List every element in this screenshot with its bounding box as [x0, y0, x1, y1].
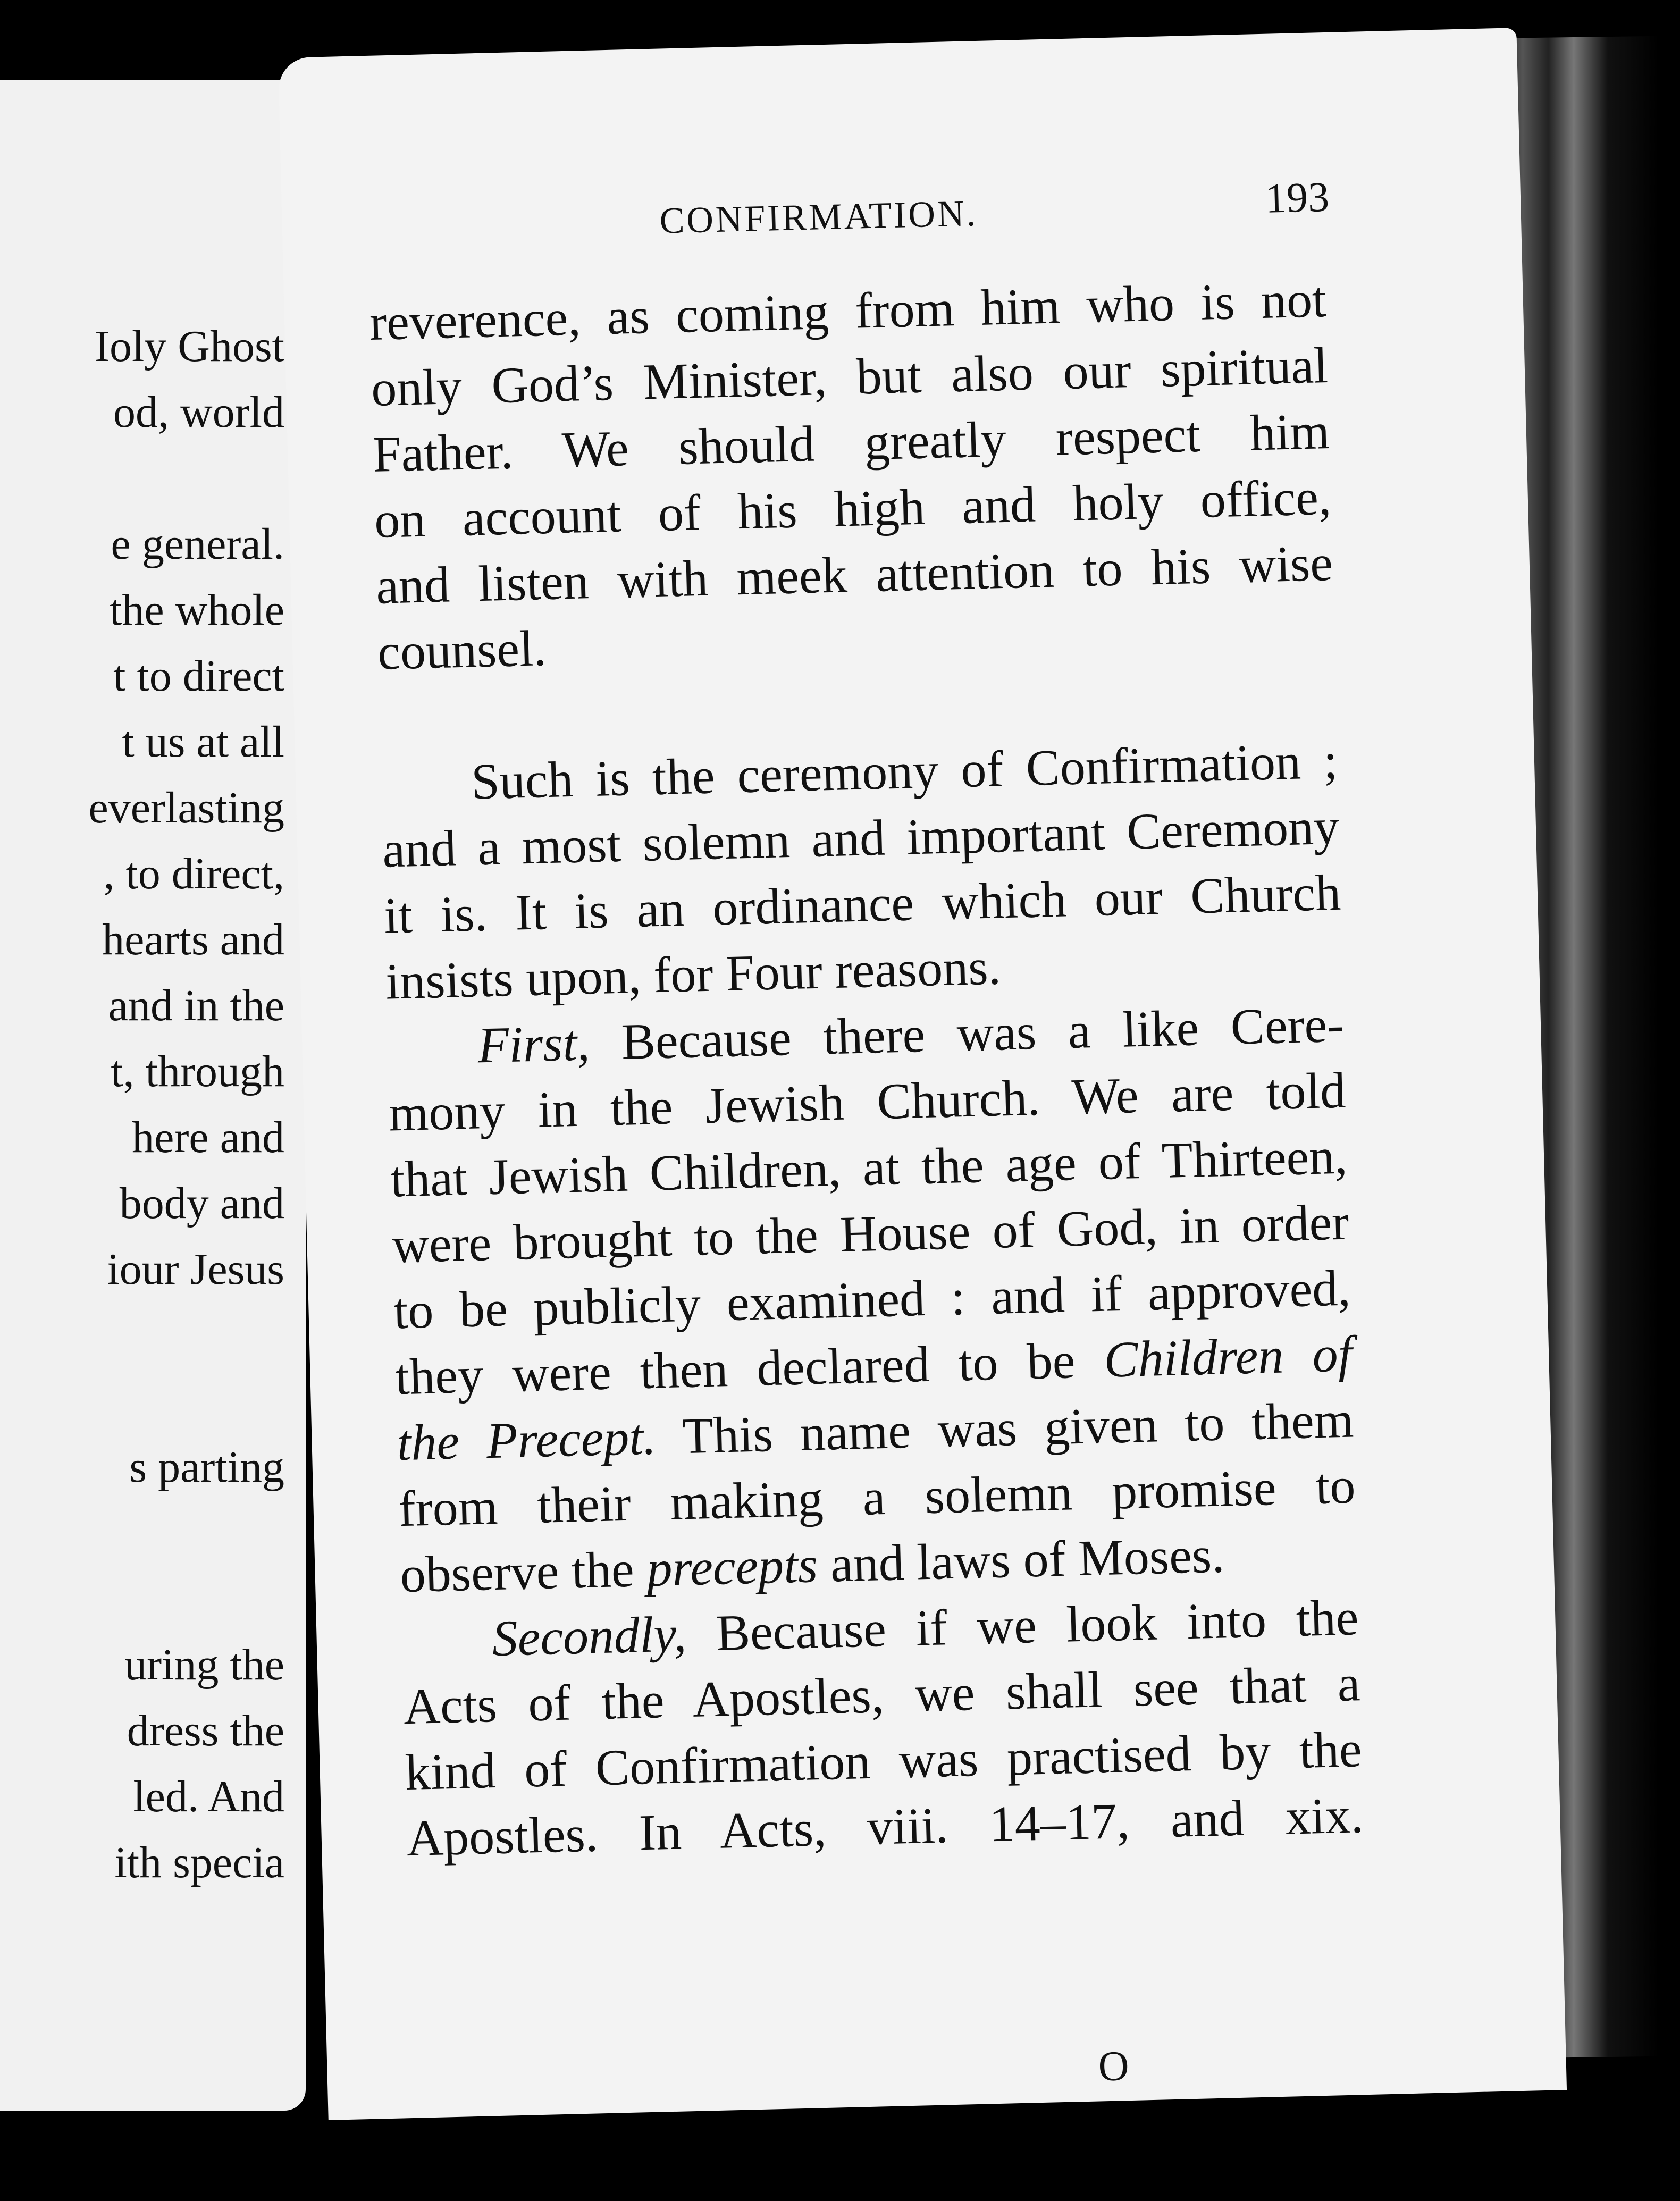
body-text	[369, 266, 1364, 1871]
p1-line-1: reverence, as coming from him who is not	[368, 271, 1327, 351]
p1-line-5: and listen with meek attention to his wise	[375, 534, 1334, 615]
left-page-line: od, world	[113, 388, 284, 437]
p3-line-9-start: observe the	[399, 1540, 648, 1603]
p3-line-7-rest: This name was given to them	[655, 1391, 1355, 1465]
p4-lead-italic: Secondly,	[491, 1605, 687, 1667]
left-page	[0, 80, 306, 2111]
left-page-line: here and	[132, 1113, 284, 1162]
p1-line-6: counsel.	[376, 619, 547, 681]
p3-line-7-italic: the Precept.	[396, 1408, 657, 1472]
p4-line-2: Acts of the Apostles, we shall see that a	[402, 1654, 1361, 1735]
left-page-line: and in the	[108, 981, 284, 1030]
p4-line-1-rest: Because if we look into the	[685, 1589, 1359, 1662]
left-page-line: s parting	[129, 1442, 284, 1492]
left-page-line: hearts and	[102, 915, 284, 964]
left-page-line: uring the	[124, 1640, 284, 1690]
p3-line-4: were brought to the House of God, in order	[391, 1193, 1350, 1274]
signature-mark: O	[1097, 2043, 1130, 2090]
p3-line-2: mony in the Jewish Church. We are told	[388, 1061, 1347, 1142]
left-page-line: Ioly Ghost	[95, 322, 284, 371]
left-page-line: t us at all	[122, 717, 284, 767]
p3-line-6-italic: Children of	[1103, 1325, 1353, 1388]
left-page-line: dress the	[127, 1706, 284, 1755]
running-head: CONFIRMATION.	[659, 192, 978, 242]
p3-line-5: to be publicly examined : and if approved,	[393, 1259, 1351, 1340]
p4-line-4: Apostles. In Acts, viii. 14–17, and xix.	[406, 1786, 1364, 1867]
p2-line-4: insists upon, for Four reasons.	[385, 938, 1002, 1010]
p3-line-3: that Jewish Children, at the age of Thirteen,	[390, 1127, 1348, 1208]
p3-line-6-start: they were then declared to be	[394, 1331, 1105, 1406]
left-page-line: everlasting	[88, 783, 284, 833]
p3-line-9-italic: precepts	[646, 1536, 819, 1597]
p1-line-2: only God’s Minister, but also our spiritual	[370, 336, 1329, 417]
p3-line-1-rest: Because there was a like Cere-	[589, 995, 1345, 1071]
left-page-line: body and	[119, 1179, 284, 1228]
p4-line-3: kind of Confirmation was practised by the	[404, 1720, 1363, 1801]
left-page-line: ith specia	[114, 1838, 284, 1887]
page-number: 193	[1264, 173, 1330, 222]
left-page-line: the whole	[110, 585, 284, 635]
left-page-line: led. And	[133, 1772, 284, 1821]
p2-line-2: and a most solemn and important Ceremony	[382, 797, 1340, 878]
p3-lead-italic: First,	[477, 1014, 591, 1074]
p3-line-9-end: and laws of Moses.	[817, 1526, 1225, 1593]
p2-line-1: Such is the ceremony of Confirmation ;	[471, 732, 1339, 810]
p1-line-3: Father. We should greatly respect him	[372, 402, 1330, 483]
left-page-line: iour Jesus	[107, 1245, 284, 1294]
p2-line-3: it is. It is an ordinance which our Church	[383, 863, 1342, 944]
right-page	[278, 28, 1567, 2120]
left-page-line: t to direct	[113, 651, 284, 701]
left-page-line: t, through	[111, 1047, 284, 1096]
left-page-line: , to direct,	[103, 849, 284, 898]
p3-line-8: from their making a solemn promise to	[398, 1457, 1356, 1538]
left-page-line: e general.	[111, 519, 284, 569]
p1-line-4: on account of his high and holy office,	[373, 468, 1332, 549]
